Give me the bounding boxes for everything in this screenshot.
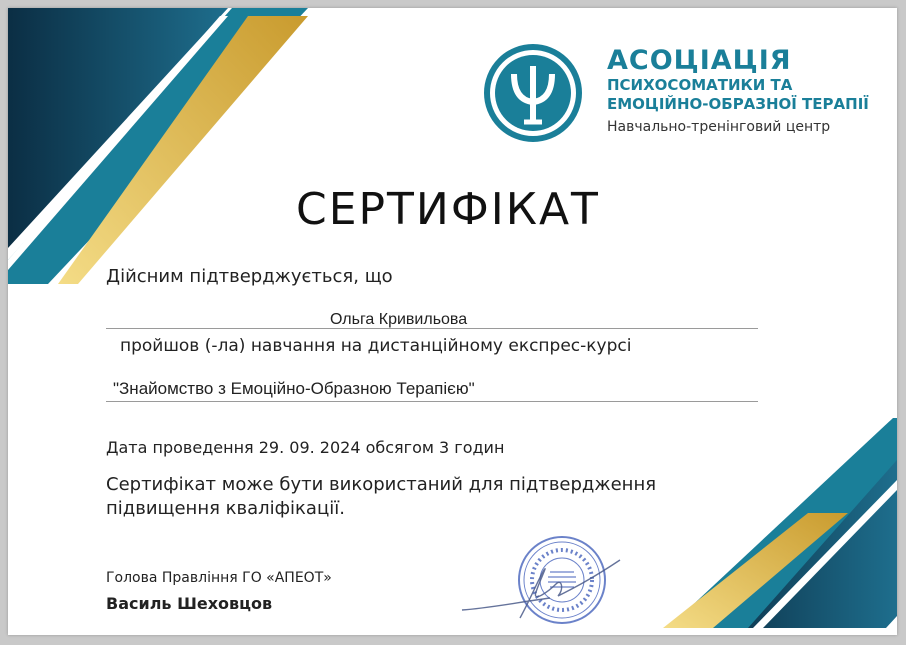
signer-name: Василь Шеховцов [106,594,273,613]
certificate-page [8,8,897,635]
intro-text: Дійсним підтверджується, що [106,266,393,287]
signer-role: Голова Правління ГО «АПЕОТ» [106,570,332,586]
psi-icon [484,44,582,142]
course-underline [106,401,758,402]
recipient-name: Ольга Кривильова [330,311,468,328]
recipient-underline [106,328,758,329]
certificate-title: СЕРТИФІКАТ [296,184,600,235]
org-subtitle: Навчально-тренінговий центр [607,119,831,135]
org-name-line2: ПСИХОСОМАТИКИ ТА [607,76,793,94]
date-line: Дата проведення 29. 09. 2024 обсягом 3 годин [106,438,505,457]
completion-text: пройшов (-ла) навчання на дистанційному експрес-курсі [120,336,632,356]
org-name-line3: ЕМОЦІЙНО-ОБРАЗНОЇ ТЕРАПІЇ [607,95,869,113]
org-name-line1: АСОЦІАЦІЯ [607,45,792,76]
organization-block [607,46,869,136]
handwritten-signature [460,540,630,620]
course-name: "Знайомство з Емоційно-Образною Терапією" [113,379,475,398]
usage-line-2: підвищення кваліфікації. [106,498,345,519]
usage-line-1: Сертифікат може бути використаний для підтвердження [106,474,657,495]
